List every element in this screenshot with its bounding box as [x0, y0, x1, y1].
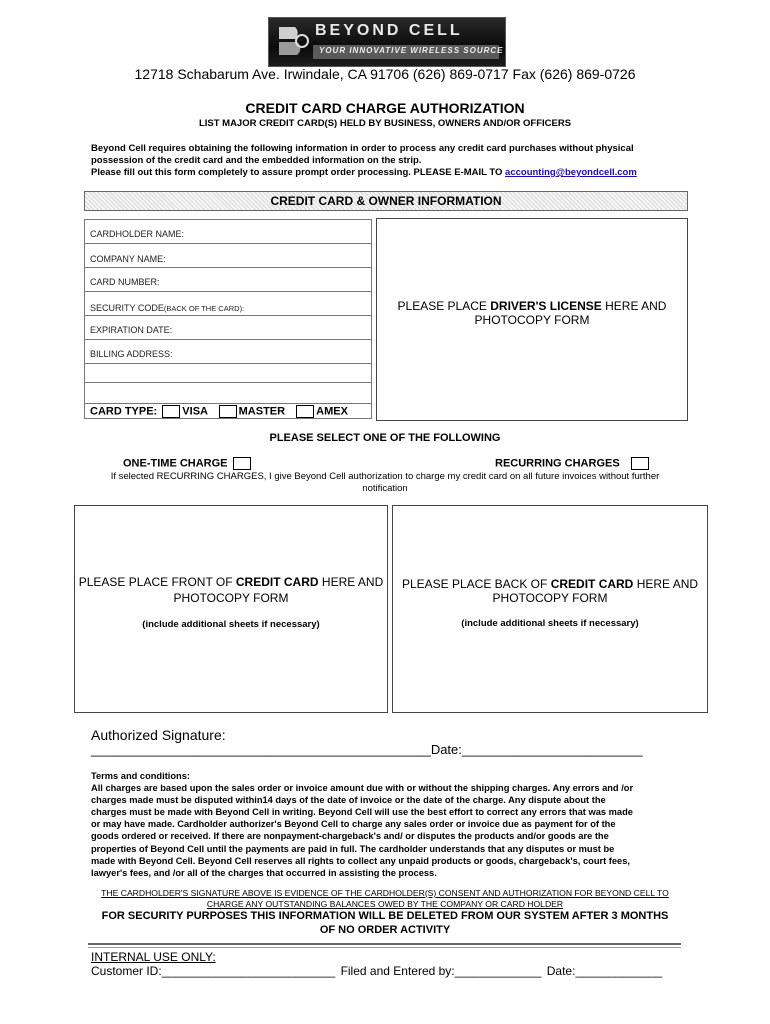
- front-note: (include additional sheets if necessary): [142, 619, 320, 630]
- internal-use-heading: INTERNAL USE ONLY:: [91, 950, 216, 964]
- select-heading: PLEASE SELECT ONE OF THE FOLLOWING: [269, 432, 501, 444]
- front-post: HERE AND: [318, 575, 384, 589]
- one-time-charge-option: [123, 457, 253, 470]
- internal-date-line[interactable]: _____________: [575, 964, 663, 978]
- front-pre: PLEASE PLACE FRONT OF: [78, 575, 236, 589]
- recurring-checkbox[interactable]: [631, 457, 649, 470]
- terms-line: goods ordered or received. If there are nonpayment-chargeback's and/ or disputes the products and/or goods are the: [91, 831, 609, 842]
- front-instructions: [75, 574, 387, 606]
- one-time-label: ONE-TIME CHARGE: [123, 457, 228, 470]
- billing-address-field[interactable]: BILLING ADDRESS:: [84, 339, 372, 362]
- filed-entered-label: Filed and Entered by:: [340, 964, 455, 978]
- back-instructions: [393, 577, 707, 605]
- consent-statement: [0, 888, 770, 910]
- recurring-note-line1: If selected RECURRING CHARGES, I give Beyond Cell authorization to charge my credit card on all future invoices without further: [110, 471, 660, 482]
- company-name-field[interactable]: COMPANY NAME:: [84, 243, 372, 266]
- beyond-cell-logo: [268, 17, 506, 67]
- cardholder-name-field[interactable]: CARDHOLDER NAME:: [90, 229, 185, 239]
- terms-line: or may have made. Cardholder authorizer's Beyond Cell to charge any sales order or invoice due as payment for of the: [91, 819, 616, 830]
- terms-line: charges made must be disputed within14 days of the date of invoice or the date of the charge. Any dispute about the: [91, 795, 606, 806]
- license-instructions: [377, 299, 687, 327]
- internal-use-row: [91, 964, 662, 978]
- terms-line: All charges are based upon the sales order or invoice amount due with or without the shipping charges. Any errors and /or: [91, 783, 634, 794]
- card-type-label: CARD TYPE:: [90, 405, 158, 418]
- back-line2: PHOTOCOPY FORM: [492, 591, 608, 605]
- card-number-field[interactable]: CARD NUMBER:: [84, 267, 372, 290]
- accounting-email-link[interactable]: accounting@beyondcell.com: [505, 167, 637, 178]
- intro-line-1: Beyond Cell requires obtaining the following information in order to process any credit card purchases without physical: [91, 143, 634, 154]
- terms-line: charges must be made with Beyond Cell in writing. Beyond Cell will use the best effort to correct any errors that was made: [91, 807, 633, 818]
- terms-heading: Terms and conditions:: [91, 771, 191, 781]
- security-code-note: (BACK OF THE CARD):: [163, 304, 245, 313]
- billing-address-line-2[interactable]: [84, 363, 372, 382]
- recurring-note-line2: notification: [362, 483, 408, 494]
- form-subtitle: LIST MAJOR CREDIT CARD(S) HELD BY BUSINESS, OWNERS AND/OR OFFICERS: [198, 118, 572, 129]
- license-bold: DRIVER'S LICENSE: [490, 299, 602, 313]
- terms-line: lawyer's fees, and /or all of the charges that occurred in assisting the process.: [91, 867, 437, 878]
- card-back-box: [392, 505, 708, 713]
- signature-label: Authorized Signature:: [91, 727, 226, 743]
- signature-row: [91, 742, 643, 757]
- license-pre: PLEASE PLACE: [397, 299, 491, 313]
- recurring-note: [0, 471, 770, 495]
- divider: [88, 943, 681, 945]
- license-line2: PHOTOCOPY FORM: [474, 313, 590, 327]
- address-line: 12718 Schabarum Ave. Irwindale, CA 91706 (626) 869-0717 Fax (626) 869-0726: [134, 66, 636, 82]
- intro-line-3-text: Please fill out this form completely to assure prompt order processing. PLEASE E-MAIL TO: [91, 167, 503, 178]
- back-post: HERE AND: [633, 577, 699, 591]
- logo-brand: BEYOND CELL: [315, 22, 463, 39]
- expiration-date-field[interactable]: EXPIRATION DATE:: [84, 315, 372, 338]
- amex-label: AMEX: [316, 405, 348, 418]
- security-notice: [0, 909, 770, 937]
- master-checkbox[interactable]: [219, 405, 237, 418]
- consent-line2: CHARGE ANY OUTSTANDING BALANCES OWED BY THE COMPANY OR CARD HOLDER: [206, 899, 564, 909]
- intro-text: [91, 143, 711, 179]
- recurring-label: RECURRING CHARGES: [495, 457, 620, 470]
- card-front-box: [74, 505, 388, 713]
- form-title: CREDIT CARD CHARGE AUTHORIZATION: [245, 100, 525, 116]
- signature-line[interactable]: _______________________________________________: [91, 742, 431, 757]
- intro-line-3: [91, 167, 711, 179]
- filed-entered-line[interactable]: _____________: [454, 964, 542, 978]
- visa-label: VISA: [182, 405, 208, 418]
- section-header: CREDIT CARD & OWNER INFORMATION: [84, 191, 688, 211]
- consent-line1: THE CARDHOLDER'S SIGNATURE ABOVE IS EVIDENCE OF THE CARDHOLDER(S) CONSENT AND AUTHORIZATION FOR BEYOND CELL TO: [101, 888, 669, 898]
- drivers-license-box: [376, 218, 688, 421]
- intro-line-2: possession of the credit card and the embedded information on the strip.: [91, 155, 422, 166]
- divider-thin: [88, 947, 681, 948]
- date-label: Date:: [430, 742, 462, 757]
- terms-line: properties of Beyond Cell until the payments are paid in full. The cardholder understands that any disputes or must be: [91, 843, 615, 854]
- billing-address-line-3[interactable]: [84, 382, 372, 403]
- back-note: (include additional sheets if necessary): [461, 618, 639, 629]
- card-type-row: [84, 403, 372, 419]
- security-line2: OF NO ORDER ACTIVITY: [319, 924, 451, 936]
- security-code-field[interactable]: [84, 291, 372, 314]
- one-time-checkbox[interactable]: [233, 457, 251, 470]
- amex-checkbox[interactable]: [296, 405, 314, 418]
- security-line1: FOR SECURITY PURPOSES THIS INFORMATION WILL BE DELETED FROM OUR SYSTEM AFTER 3 MONTHS: [101, 910, 669, 922]
- front-bold: CREDIT CARD: [235, 575, 319, 589]
- license-post: HERE AND: [601, 299, 667, 313]
- master-label: MASTER: [238, 405, 286, 418]
- internal-date-label: Date:: [546, 964, 576, 978]
- logo-tagline: YOUR INNOVATIVE WIRELESS SOURCE: [319, 46, 504, 55]
- bc-logo-icon: [275, 23, 309, 59]
- recurring-charges-option: [495, 457, 651, 470]
- terms-line: made with Beyond Cell. Beyond Cell reserves all rights to collect any unpaid products or goods, chargeback's, court fees,: [91, 855, 630, 866]
- back-pre: PLEASE PLACE BACK OF: [401, 577, 551, 591]
- customer-id-label: Customer ID:: [91, 964, 162, 978]
- front-line2: PHOTOCOPY FORM: [173, 591, 289, 605]
- back-bold: CREDIT CARD: [550, 577, 634, 591]
- visa-checkbox[interactable]: [162, 405, 180, 418]
- date-line[interactable]: _________________________: [461, 742, 643, 757]
- security-code-label: SECURITY CODE: [90, 303, 164, 313]
- customer-id-line[interactable]: __________________________: [161, 964, 336, 978]
- terms-block: [91, 770, 691, 879]
